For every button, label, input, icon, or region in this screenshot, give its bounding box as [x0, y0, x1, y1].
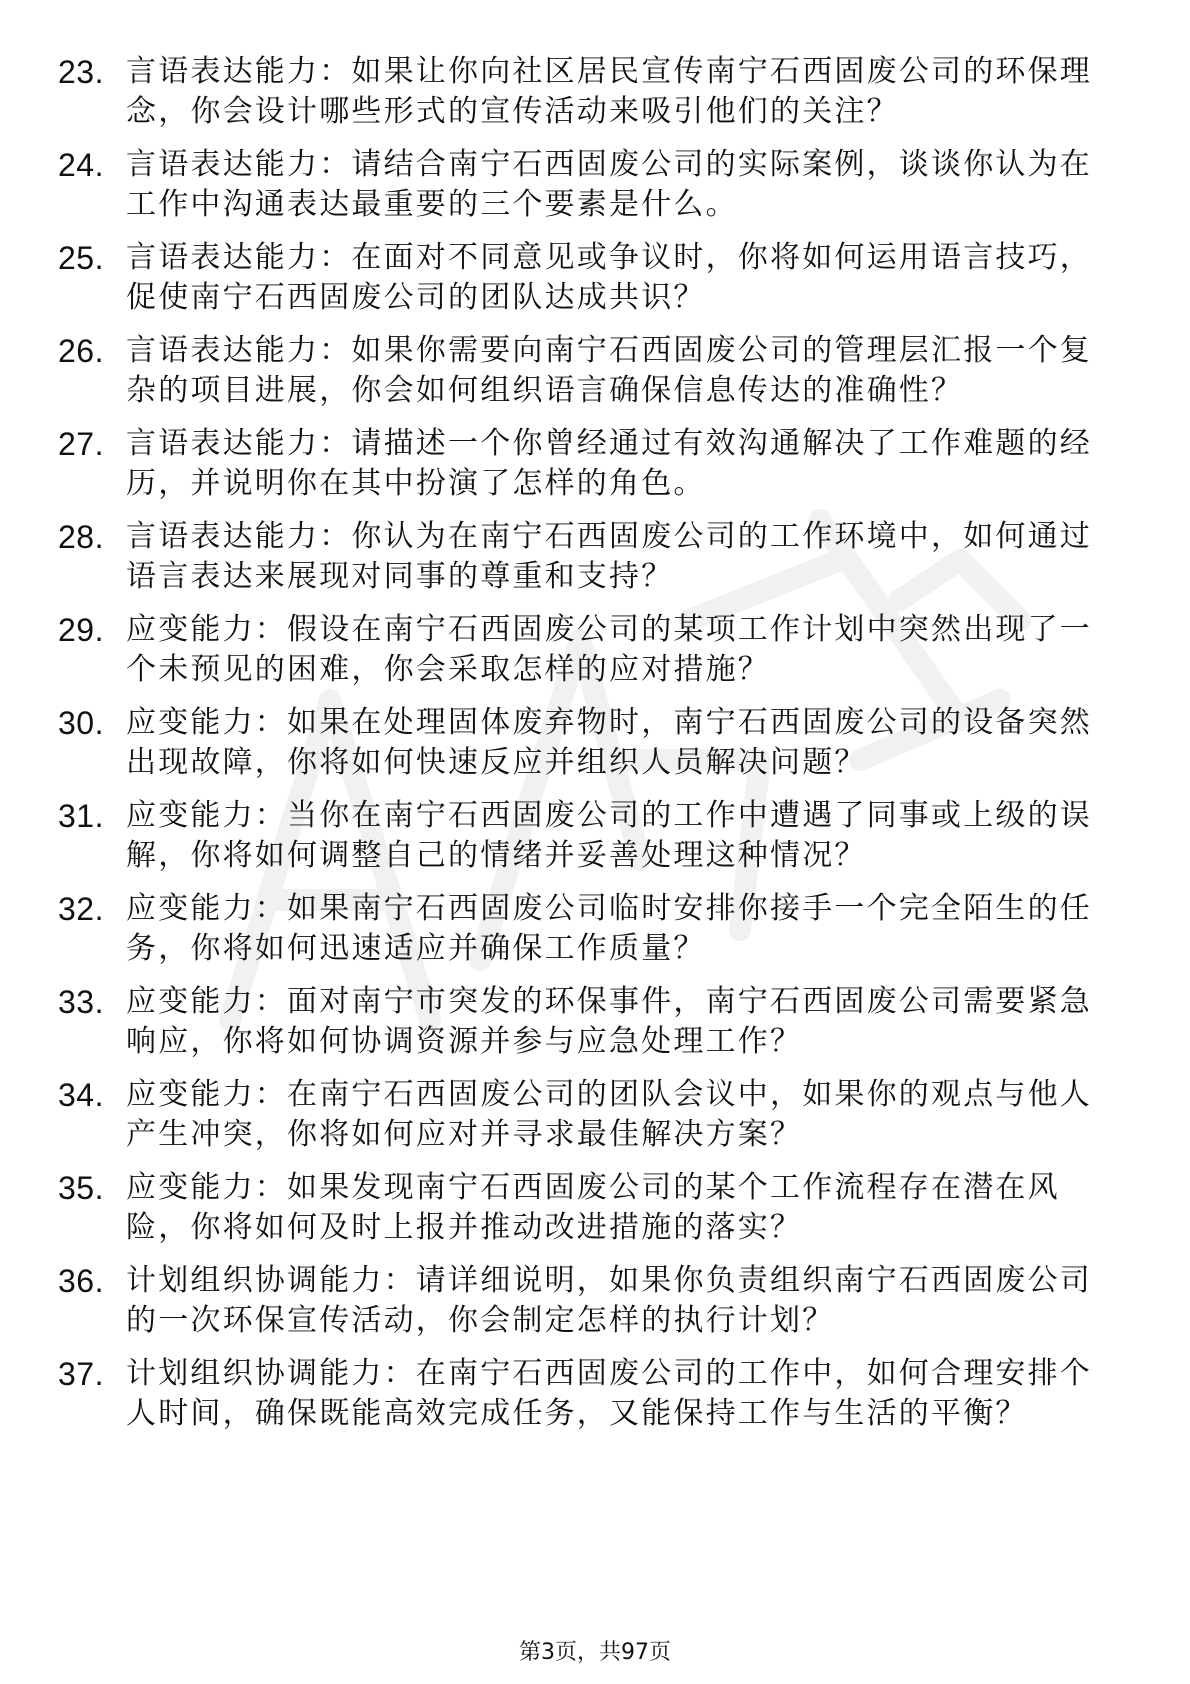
question-item	[58, 331, 1118, 411]
question-number: 24.	[58, 147, 104, 183]
question-text: 计划组织协调能力：请详细说明，如果你负责组织南宁石西固废公司的一次环保宣传活动，你会制定怎样的执行计划？	[126, 1263, 1092, 1338]
question-text: 言语表达能力：如果你需要向南宁石西固废公司的管理层汇报一个复杂的项目进展，你会如何组织语言确保信息传达的准确性？	[126, 333, 1092, 408]
question-text: 应变能力：假设在南宁石西固废公司的某项工作计划中突然出现了一个未预见的困难，你会采取怎样的应对措施？	[126, 612, 1092, 687]
question-number: 29.	[58, 612, 104, 648]
question-text: 应变能力：如果南宁石西固废公司临时安排你接手一个完全陌生的任务，你将如何迅速适应并确保工作质量？	[126, 891, 1092, 966]
question-number: 37.	[58, 1356, 104, 1392]
question-item	[58, 703, 1118, 783]
question-number: 28.	[58, 519, 104, 555]
question-text: 言语表达能力：如果让你向社区居民宣传南宁石西固废公司的环保理念，你会设计哪些形式的宣传活动来吸引他们的关注？	[126, 54, 1092, 129]
question-text: 言语表达能力：请结合南宁石西固废公司的实际案例，谈谈你认为在工作中沟通表达最重要的三个要素是什么。	[126, 147, 1092, 222]
question-item	[58, 517, 1118, 597]
question-item	[58, 424, 1118, 504]
question-text: 应变能力：在南宁石西固废公司的团队会议中，如果你的观点与他人产生冲突，你将如何应对并寻求最佳解决方案？	[126, 1077, 1092, 1152]
question-item	[58, 1168, 1118, 1248]
question-number: 34.	[58, 1077, 104, 1113]
question-item	[58, 145, 1118, 225]
question-text: 言语表达能力：你认为在南宁石西固废公司的工作环境中，如何通过语言表达来展现对同事的尊重和支持？	[126, 519, 1092, 594]
question-number: 35.	[58, 1170, 104, 1206]
question-text: 应变能力：如果发现南宁石西固废公司的某个工作流程存在潜在风险，你将如何及时上报并推动改进措施的落实？	[126, 1170, 1060, 1245]
question-item	[58, 982, 1118, 1062]
question-list	[58, 52, 1118, 1447]
question-number: 33.	[58, 984, 104, 1020]
question-number: 31.	[58, 798, 104, 834]
question-text: 计划组织协调能力：在南宁石西固废公司的工作中，如何合理安排个人时间，确保既能高效完成任务，又能保持工作与生活的平衡？	[126, 1356, 1092, 1431]
question-number: 25.	[58, 240, 104, 276]
question-number: 32.	[58, 891, 104, 927]
question-item	[58, 796, 1118, 876]
question-item	[58, 889, 1118, 969]
page-number: 第3页，共97页	[519, 1640, 671, 1665]
question-number: 26.	[58, 333, 104, 369]
question-number: 36.	[58, 1263, 104, 1299]
question-item	[58, 1354, 1118, 1434]
question-item	[58, 610, 1118, 690]
question-number: 23.	[58, 54, 104, 90]
question-text: 应变能力：如果在处理固体废弃物时，南宁石西固废公司的设备突然出现故障，你将如何快速反应并组织人员解决问题？	[126, 705, 1092, 780]
question-item	[58, 1261, 1118, 1341]
question-text: 应变能力：当你在南宁石西固废公司的工作中遭遇了同事或上级的误解，你将如何调整自己的情绪并妥善处理这种情况？	[126, 798, 1092, 873]
question-number: 30.	[58, 705, 104, 741]
question-text: 应变能力：面对南宁市突发的环保事件，南宁石西固废公司需要紧急响应，你将如何协调资源并参与应急处理工作？	[126, 984, 1092, 1059]
question-item	[58, 52, 1118, 132]
question-item	[58, 1075, 1118, 1155]
question-item	[58, 238, 1118, 318]
question-number: 27.	[58, 426, 104, 462]
question-text: 言语表达能力：在面对不同意见或争议时，你将如何运用语言技巧，促使南宁石西固废公司的团队达成共识？	[126, 240, 1092, 315]
question-text: 言语表达能力：请描述一个你曾经通过有效沟通解决了工作难题的经历，并说明你在其中扮演了怎样的角色。	[126, 426, 1092, 501]
